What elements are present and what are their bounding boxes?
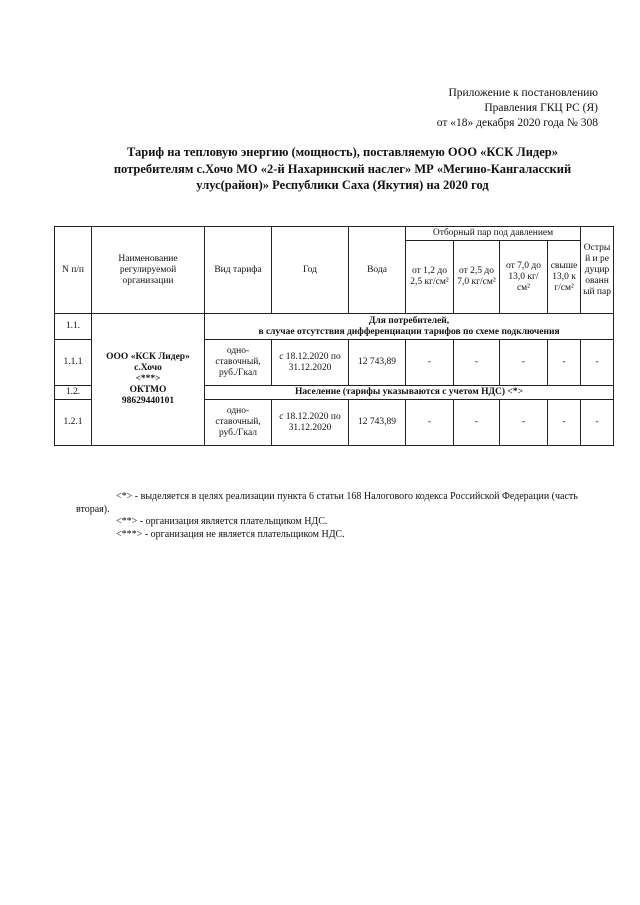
section-line: в случае отсутствия дифференциации тарифов по схеме подключения — [258, 326, 560, 337]
tariff-period: с 18.12.2020 по 31.12.2020 — [272, 340, 349, 386]
header-tariff-type: Вид тарифа — [205, 227, 272, 314]
section-num: 1.1. — [55, 314, 92, 340]
tariff-type: одно-ставочный, руб./Гкал — [205, 400, 272, 446]
footnote: <**> - организация является плательщиком НДС. — [116, 516, 328, 527]
steam-value: - — [500, 400, 548, 446]
footnote: <***> - организация не является плательщиком НДС. — [116, 528, 345, 540]
section-line: Для потребителей, — [368, 315, 450, 326]
header-org: Наименование регулируемой организации — [92, 227, 205, 314]
document-title — [90, 144, 595, 194]
title-line: улус(район)» Республики Саха (Якутия) на 2020 год — [196, 178, 489, 192]
title-line: Тариф на тепловую энергию (мощность), поставляемую ООО «КСК Лидер» — [126, 145, 558, 159]
header-steam-group: Отборный пар под давлением — [406, 227, 581, 241]
org-cell — [92, 314, 205, 446]
steam-value: - — [548, 340, 581, 386]
section-header: Население (тарифы указываются с учетом НДС) <*> — [205, 386, 614, 400]
title-line: потребителям с.Хочо МО «2-й Нахаринский наслег» МР «Мегино-Кангаласский — [113, 161, 572, 176]
water-value: 12 743,89 — [349, 400, 406, 446]
tariff-table — [54, 226, 614, 446]
appendix-reference — [437, 86, 598, 131]
water-value: 12 743,89 — [349, 340, 406, 386]
section-header — [205, 314, 614, 340]
tariff-type: одно-ставочный, руб./Гкал — [205, 340, 272, 386]
org-name: ООО «КСК Лидер» с.Хочо — [106, 352, 190, 373]
header-steam-3: от 7,0 до 13,0 кг/см² — [500, 241, 548, 314]
appendix-line: Правления ГКЦ РС (Я) — [484, 102, 598, 114]
footnotes — [76, 491, 601, 541]
header-sharp-steam: Острый и редуцированный пар — [581, 227, 614, 314]
row-num: 1.1.1 — [55, 340, 92, 386]
steam-value: - — [581, 400, 614, 446]
steam-value: - — [581, 340, 614, 386]
row-num: 1.2.1 — [55, 400, 92, 446]
steam-value: - — [454, 340, 500, 386]
steam-value: - — [500, 340, 548, 386]
header-water: Вода — [349, 227, 406, 314]
tariff-period: с 18.12.2020 по 31.12.2020 — [272, 400, 349, 446]
oktmo-code: 98629440101 — [121, 396, 175, 406]
org-mark: <***> — [135, 374, 161, 384]
header-steam-4: свыше 13,0 кг/см² — [548, 241, 581, 314]
footnote: <*> - выделяется в целях реализации пункта 6 статьи 168 Налогового кодекса Российской Федерации (часть вторая). — [76, 491, 578, 515]
steam-value: - — [548, 400, 581, 446]
section-num: 1.2. — [55, 386, 92, 400]
steam-value: - — [454, 400, 500, 446]
appendix-line: от «18» декабря 2020 года № 308 — [436, 117, 598, 129]
header-steam-2: от 2,5 до 7,0 кг/см² — [454, 241, 500, 314]
header-num: N п/п — [55, 227, 92, 314]
appendix-line: Приложение к постановлению — [448, 87, 598, 99]
steam-value: - — [406, 400, 454, 446]
header-steam-1: от 1,2 до 2,5 кг/см² — [406, 241, 454, 314]
header-year: Год — [272, 227, 349, 314]
steam-value: - — [406, 340, 454, 386]
oktmo-label: ОКТМО — [129, 385, 167, 395]
